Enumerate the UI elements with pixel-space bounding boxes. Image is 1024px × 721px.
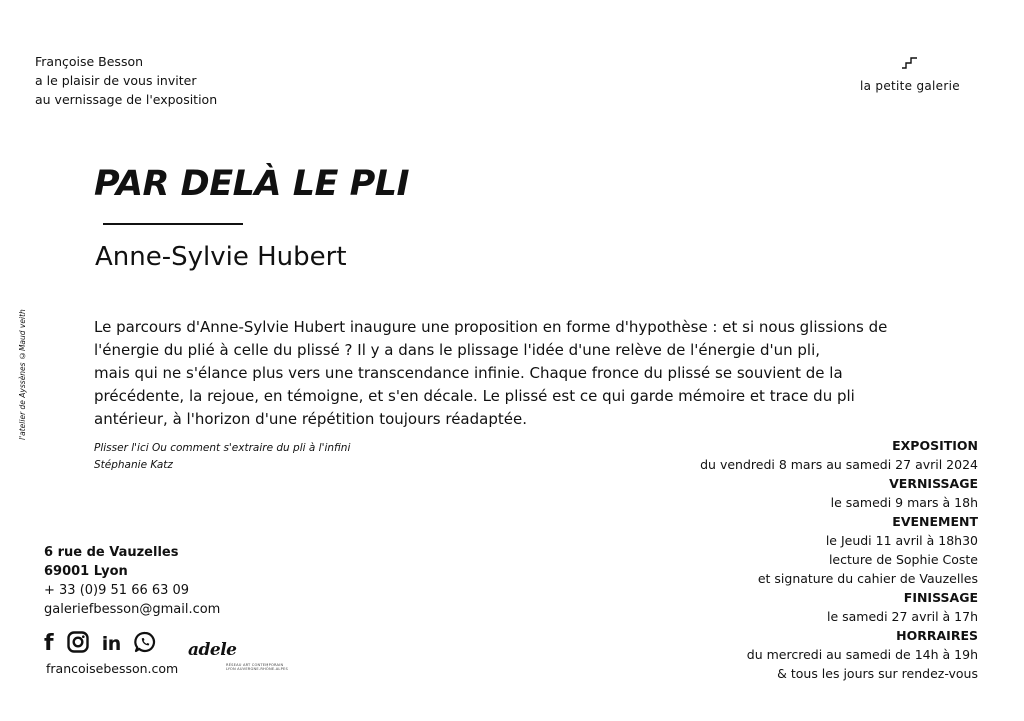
description-line: Le parcours d'Anne-Sylvie Hubert inaugure une proposition en forme d'hypothèse : et si nous glissions de [94,318,888,336]
stairs-icon [901,55,919,69]
schedule-heading-evenement: EVENEMENT [892,514,978,529]
contact-block [44,543,220,619]
schedule-heading-horaires: HORRAIRES [896,628,978,643]
title-divider [103,223,243,225]
schedule-heading-finissage: FINISSAGE [903,590,978,605]
schedule-line: du vendredi 8 mars au samedi 27 avril 2024 [700,457,978,472]
adele-logo [188,640,298,676]
email-link[interactable]: galeriefbesson@gmail.com [44,602,221,617]
schedule-line: le Jeudi 11 avril à 18h30 [825,533,978,548]
adele-tagline-line: LYON AUVERGNE-RHÔNE-ALPES [226,667,288,672]
adele-tagline [226,663,288,672]
schedule-heading-exposition: EXPOSITION [892,438,978,453]
adele-tagline-line: RÉSEAU ART CONTEMPORAIN [226,663,284,667]
schedule [700,436,978,683]
description-line: antérieur, à l'horizon d'une répétition toujours réadaptée. [94,410,527,428]
linkedin-icon[interactable]: in [101,633,121,655]
quote-source: Plisser l'ici Ou comment s'extraire du pli à l'infini [94,442,351,454]
intro-line-opening: au vernissage de l'exposition [35,92,218,107]
schedule-line: et signature du cahier de Vauzelles [757,571,978,586]
phone-number[interactable]: + 33 (0)9 51 66 63 09 [44,583,190,598]
intro-line-host: Françoise Besson [35,54,144,69]
schedule-line: le samedi 9 mars à 18h [830,495,978,510]
whatsapp-icon[interactable] [134,631,156,657]
address-city: 69001 Lyon [44,564,128,579]
website-link[interactable]: francoisebesson.com [46,661,179,676]
quote-author: Stéphanie Katz [94,459,173,471]
photo-credit-text: l'atelier de Ayssènes ©Maud veith [18,309,27,440]
address-street: 6 rue de Vauzelles [44,545,179,560]
quote-citation [94,440,350,474]
invitation-intro [35,52,217,109]
social-links [44,631,164,655]
gallery-name: la petite galerie [860,79,960,93]
schedule-line: & tous les jours sur rendez-vous [777,666,978,681]
description-line: l'énergie du plié à celle du plissé ? Il y a dans le plissage l'idée d'une relève de l'énergie d'un pli, [94,341,821,359]
description-line: précédente, la rejoue, en témoigne, et s'en décale. Le plissé est ce qui garde mémoire et trace du pli [94,387,855,405]
description-line: mais qui ne s'élance plus vers une transcendance infinie. Chaque fronce du plissé se souvient de la [94,364,843,382]
photo-credit [8,300,38,440]
schedule-line: le samedi 27 avril à 17h [826,609,978,624]
instagram-icon[interactable] [67,631,89,657]
exhibition-title: PAR DELÀ LE PLI [94,164,410,204]
schedule-line: lecture de Sophie Coste [828,552,978,567]
exhibition-description [94,316,904,431]
facebook-icon[interactable]: f [44,631,54,656]
schedule-heading-vernissage: VERNISSAGE [889,476,978,491]
artist-name: Anne-Sylvie Hubert [95,242,347,272]
intro-line-invite: a le plaisir de vous inviter [35,73,197,88]
adele-wordmark: adele [188,640,237,660]
schedule-line: du mercredi au samedi de 14h à 19h [746,647,978,662]
